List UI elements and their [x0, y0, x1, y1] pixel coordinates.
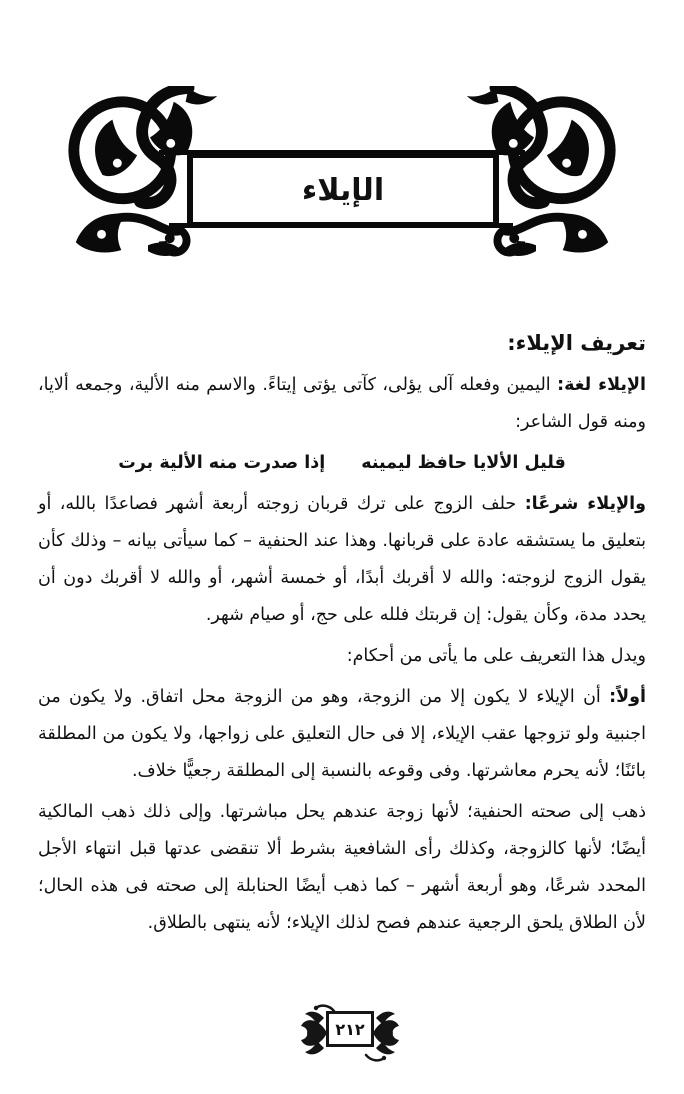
page-number: ٢١٢ — [335, 1019, 365, 1039]
paragraph-rules-intro — [38, 638, 646, 675]
paragraph-lead: أولاً: — [609, 687, 646, 707]
paragraph-first-rule — [38, 679, 646, 790]
paragraph-lead: الإيلاء لغة: — [557, 375, 646, 395]
chapter-title: الإيلاء — [301, 172, 385, 208]
chapter-header-ornament — [59, 86, 625, 262]
paragraph-lead: والإيلاء شرعًا: — [524, 494, 646, 514]
hemistich-first: قليل الألايا حافظ ليمينه — [361, 453, 566, 473]
paragraph-definition-legal — [38, 486, 646, 634]
page-number-ornament — [300, 1004, 400, 1062]
page-body — [38, 331, 646, 946]
floral-scroll-icon — [59, 86, 237, 262]
paragraph-text: ذهب إلى صحته الحنفية؛ لأنها زوجة عندهم يحل مباشرتها. وإلى ذلك ذهب المالكية أيضًا؛ لأنها كالزوجة، وكذلك رأى الشافعية بشرط ألا تنقضى عدتها قبل انتهاء الأجل المحدد شرعًا، وهو أربعة أشهر – كما ذهب أيضًا الحنابلة إلى صحته فى هذه الحال؛ لأن الطلاق يلحق الرجعية عندهم فصح لذلك الإيلاء؛ لأنه ينتهى بالطلاق. — [38, 802, 646, 933]
poetry-verse — [38, 445, 646, 482]
section-heading: تعريف الإيلاء: — [507, 331, 646, 355]
paragraph-text: اليمين وفعله آلى يؤلى، كآتى يؤتى إيتاءً. والاسم منه الألية، وجمعه ألايا، ومنه قول الشاعر: — [38, 375, 646, 432]
paragraph-schools-opinions — [38, 794, 646, 942]
paragraph-text: أن الإيلاء لا يكون إلا من الزوجة، وهو من الزوجة محل اتفاق. ولا يكون من اجنبية ولو تزوجها عقب الإيلاء، إلا فى حال التعليق على زواجها، ولا يكون من المطلقة بائنًا؛ لأنه يحرم معاشرتها. وفى وقوعه بالنسبة إلى المطلقة رجعيًّا خلاف. — [38, 687, 646, 781]
page-number-box — [326, 1011, 374, 1047]
floral-scroll-icon — [447, 86, 625, 262]
paragraph-definition-linguistic — [38, 367, 646, 441]
hemistich-second: إذا صدرت منه الألية برت — [118, 453, 326, 473]
paragraph-text: ويدل هذا التعريف على ما يأتى من أحكام: — [346, 646, 646, 666]
paragraph-text: حلف الزوج على ترك قربان زوجته أربعة أشهر فصاعدًا بالله، أو بتعليق ما يستشقه عادة على قربانها. وهذا عند الحنفية – كما سيأتى بيانه – وذلك كأن يقول الزوج لزوجته: والله لا أقربك أبدًا، أو خمسة أشهر، أو والله لا أقربك دون أن يحدد مدة، وكأن يقول: إن قربتك فلله على حج، أو صيام شهر. — [38, 494, 646, 625]
